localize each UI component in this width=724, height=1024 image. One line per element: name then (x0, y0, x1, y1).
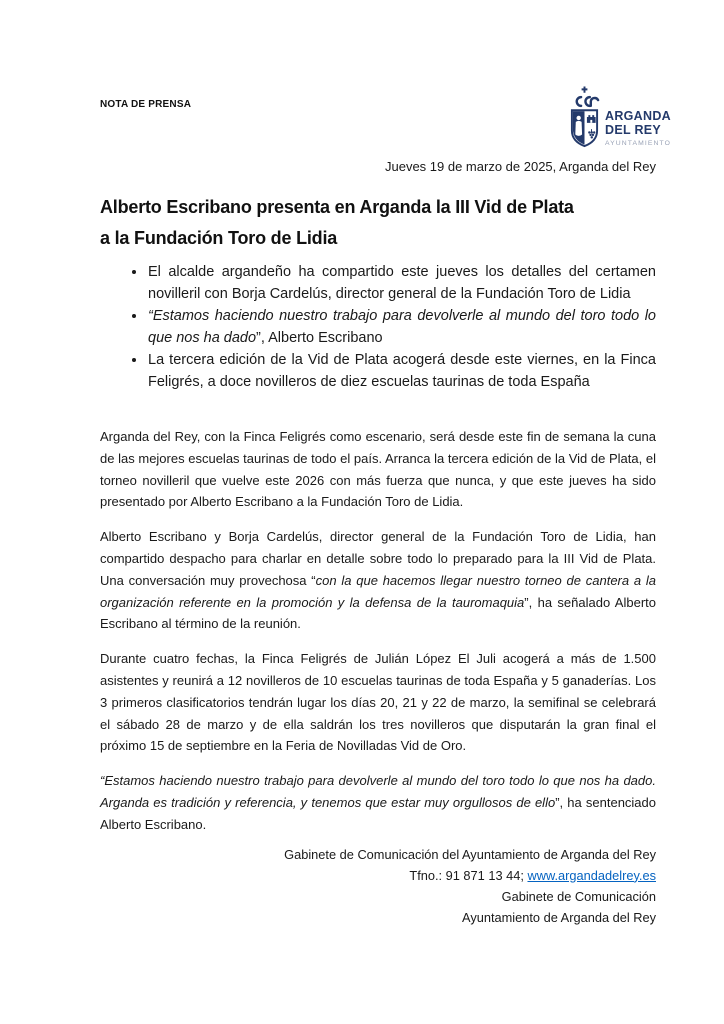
paragraph-text: ”, ha señalado Alberto Escribano al término de la reunión. (100, 594, 656, 632)
body-paragraph (100, 426, 656, 513)
footer-phone: Tfno.: 91 871 13 44; (409, 867, 528, 883)
press-release-label: NOTA DE PRENSA (100, 99, 192, 110)
footer-line-contact (100, 865, 656, 886)
bullet-text: El alcalde argandeño ha compartido este jueves los detalles del certamen novilleril con Borja Cardelús, director general de la Fundación Toro de Lidia (148, 264, 656, 302)
body-paragraph (100, 526, 656, 635)
bullet-quote-text: “Estamos haciendo nuestro trabajo para devolverle al mundo del toro todo lo que nos ha dado (148, 308, 656, 346)
page-title-line-1: Alberto Escribano presenta en Arganda la III Vid de Plata (100, 197, 574, 217)
body-paragraph (100, 770, 656, 835)
summary-bullet-list (100, 261, 656, 393)
logo-org-name-line1: ARGANDA (605, 109, 671, 123)
date-line: Jueves 19 de marzo de 2025, Arganda del Rey (384, 159, 656, 174)
paragraph-quote-text: con la que hacemos llegar nuestro torneo de cantera a la organización referente en la promoción y la defensa de la tauromaquia (100, 572, 656, 610)
website-link[interactable]: www.argandadelrey.es (527, 867, 656, 883)
logo-org-subtitle: AYUNTAMIENTO (605, 140, 672, 147)
paragraph-text: Durante cuatro fechas, la Finca Feligrés de Julián López El Juli acogerá a más de 1.500 asistentes y reunirá a 12 novilleros de 10 escuelas taurinas de toda España y 5 ganaderías. Los 3 primeros clasificatorios tendrán lugar los días 20, 21 y 22 de marzo, la semifinal se celebrará el sábado 28 de marzo y de ella saldrán los tres novilleros que disputarán la gran final el próximo 15 de septiembre en la Feria de Novilladas Vid de Oro. (100, 651, 656, 754)
bullet-text: La tercera edición de la Vid de Plata acogerá desde este viernes, en la Finca Feligrés, a doce novilleros de diez escuelas taurinas de toda España (148, 352, 656, 390)
page-title-line-2: a la Fundación Toro de Lidia (100, 228, 338, 248)
footer-signature (100, 844, 656, 928)
paragraph-text: Arganda del Rey, con la Finca Feligrés como escenario, será desde este fin de semana la cuna de las mejores escuelas taurinas de todo el país. Arranca la tercera edición de la Vid de Plata, el torneo novilleril que vuelve este 2026 con más fuerza que nunca, y que este jueves ha sido presentado por Alberto Escribano a la Fundación Toro de Lidia. (100, 429, 656, 510)
footer-line-org: Ayuntamiento de Arganda del Rey (462, 909, 656, 925)
bullet-item (147, 261, 656, 305)
paragraph-text: ”, ha sentenciado Alberto Escribano. (100, 794, 656, 832)
footer-line-office: Gabinete de Comunicación (501, 888, 656, 904)
arganda-logo-text (605, 109, 671, 148)
arganda-logo (569, 86, 671, 148)
paragraph-quote-text: “Estamos haciendo nuestro trabajo para devolverle al mundo del toro todo lo que nos ha dado. Arganda es tradición y referencia, y tenemos que estar muy orgullosos de ello (100, 773, 656, 810)
logo-org-name-line2: DEL REY (605, 123, 662, 137)
press-release-body (100, 261, 656, 928)
bullet-item (147, 349, 656, 393)
footer-line-department: Gabinete de Comunicación del Ayuntamiento de Arganda del Rey (284, 846, 656, 862)
bullet-item (147, 305, 656, 349)
arganda-crest-icon (569, 86, 600, 148)
page-title (100, 192, 660, 254)
bullet-text: ”, Alberto Escribano (256, 330, 383, 346)
paragraph-text: Alberto Escribano y Borja Cardelús, director general de la Fundación Toro de Lidia, han compartido despacho para charlar en detalle sobre todo lo preparado para la III Vid de Plata. Una conversación muy provechosa “ (100, 529, 656, 588)
body-paragraph (100, 648, 656, 757)
